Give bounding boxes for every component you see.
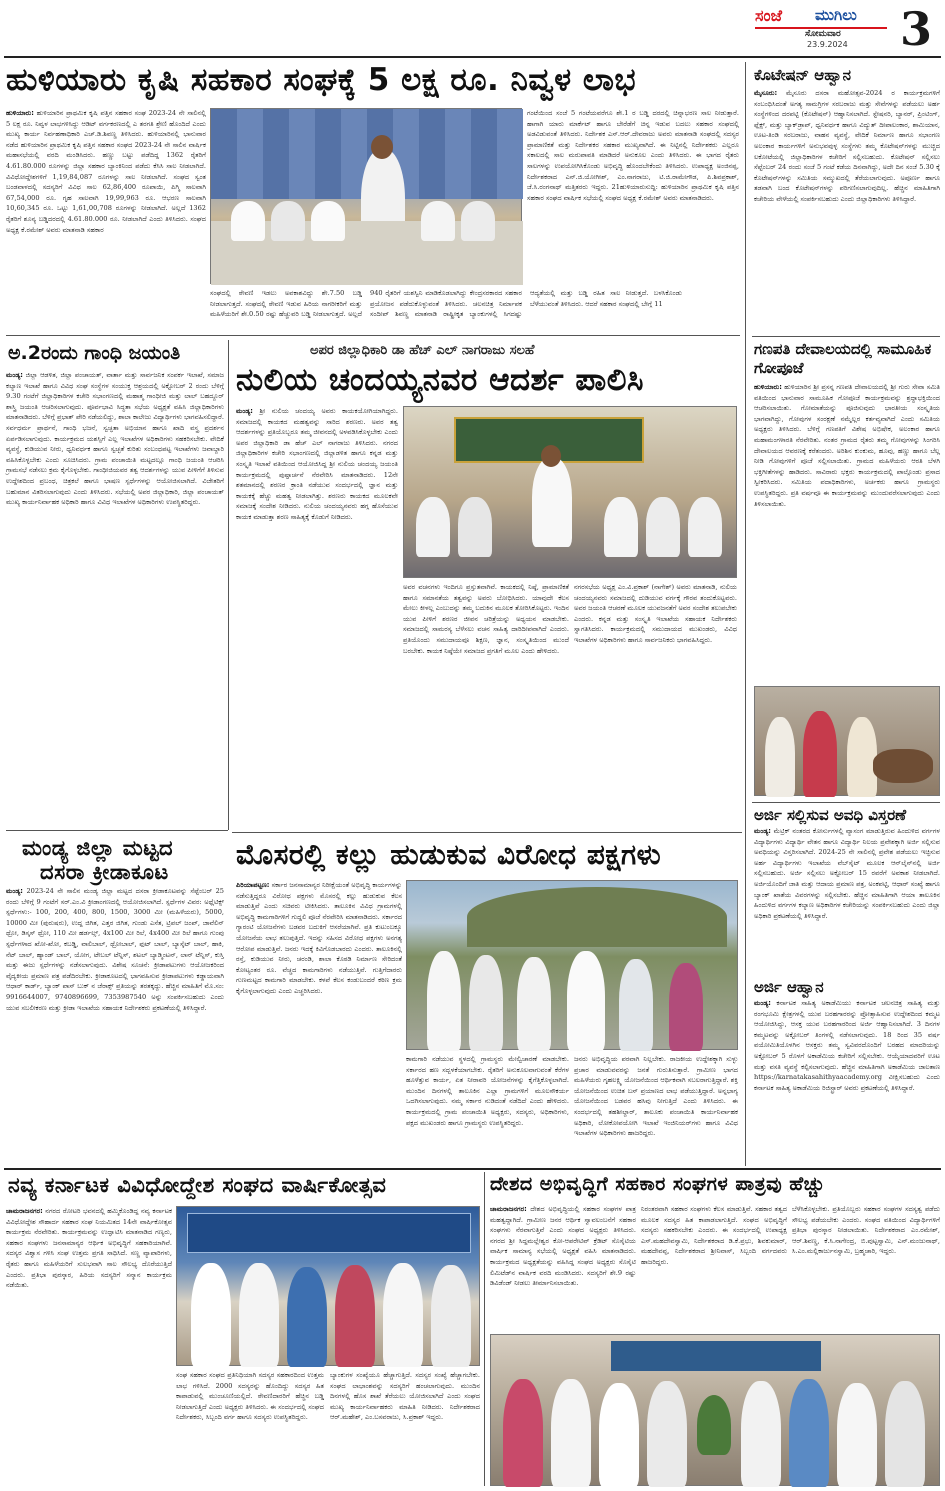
section-divider-2	[232, 832, 742, 833]
huliyar-body-col-3: ಗಂಟೆಯಿಂದ ಸಂಜೆ 5 ಗಂಟೆಯವರೆಗೂ ಶೇ.1 ರ ಬಡ್ಡಿ ದರದಲ್ಲಿ ಚಿನ್ನಾಭರಣ ಸಾಲ ನೀಡುತ್ತಾರೆ. ಹಾಗಾಗಿ ಯಾರು ಮಾರ್ಕೆಟ್ ಹಾಗೂ ಬೇರೆಡೆಗೆ ಚಿನ್ನ ಇಡುವ ಬದಲು ಸಹಕಾರ ಸಂಘದಲ್ಲಿ ಅಡವಿಡುವಂತೆ ತಿಳಿಸಿದರು. ನಿರ್ದೇಶಕ ಎಸ್.ಆರ್.ದೇವರಾಜು ಅವರು ಮಾತನಾಡಿ ಸಂಘದಲ್ಲಿ ಸದಸ್ಯರ ಪ್ರಾಮಾಣಿಕತೆ ಮತ್ತು ನಿರ್ದೇಶಕರ ಸಹಕಾರ ಮುಖ್ಯವಾಗಿದೆ. ಈ ನಿಟ್ಟಿನಲ್ಲಿ ನಿರ್ದೇಶಕರು ಎಲ್ಲರೂ ಸಕಾಲದಲ್ಲಿ ಸಾಲ ಮರುಪಾವತಿ ಮಾಡಿದರೆ ಅನುಕೂಲ ಎಂದು ತಿಳಿಸಿದರು. ಈ ಭಾಗದ ರೈತರು ಸಾಲಗಳನ್ನು ಉಪಯೋಗಿಸಿಕೊಂಡು ಅಭಿವೃದ್ಧಿ ಹೊಂದಬೇಕೆಂದು ತಿಳಿಸಿದರು. ಉಪಾಧ್ಯಕ್ಷ ಅಂಜಿನಪ್ಪ, ನಿರ್ದೇಶಕರಾದ ಎನ್.ಜಿ.ಯೋಗೀಶ್, ಎಂ.ನಾಗರಾಜು, ಟಿ.ಜಿ.ರಾಮೇಗೌಡ, ಪಿ.ಶಿವಪ್ರಕಾಶ್, ಜೆ.ಸಿ.ರಂಗನಾಥ್ ಮತ್ತಿತರರು ಇದ್ದರು. 21ಹುಳಿಯಾರುಸುದ್ದಿ: ಹುಳಿಯಾರಿನ ಪ್ರಾಥಮಿಕ ಕೃಷಿ ಪತ್ತಿನ ಸಹಕಾರ ಸಂಘದ ವಾರ್ಷಿಕ ಸಭೆಯಲ್ಲಿ ಸಂಘದ ಅಧ್ಯಕ್ಷ ಕೆ.ರಮೇಶ್ ಅವರು ಮಾತನಾಡಿದರು.	[527, 109, 739, 202]
ganapathi-dateline: ಹುಳಿಯಾರು:	[754, 383, 782, 391]
gandhi-body	[6, 370, 224, 824]
quotation-dateline: ಮೈಸೂರು:	[754, 89, 778, 97]
photo-guest-4	[421, 201, 455, 241]
photo-guest-1	[231, 201, 265, 241]
nuliya-text-1: ಶ್ರೀ ನುಲಿಯ ಚಂದಯ್ಯ ಅವರು ಕಾಯಕಯೋಗಿಯಾಗಿದ್ದರು. ಸಮಾಜದಲ್ಲಿ ಕಾಯಕದ ಮಹತ್ವವನ್ನು ಸಾರಿದ ಶರಣರು. ಅವರ ತತ್ವ ಆದರ್ಶಗಳನ್ನು ಪ್ರತಿಯೊಬ್ಬರೂ ತಮ್ಮ ಜೀವನದಲ್ಲಿ ಅಳವಡಿಸಿಕೊಳ್ಳಬೇಕು ಎಂದು ಅಪರ ಜಿಲ್ಲಾಧಿಕಾರಿ ಡಾ ಹೆಚ್ ಎಲ್ ನಾಗರಾಜು ತಿಳಿಸಿದರು. ನಗರದ ಜಿಲ್ಲಾಧಿಕಾರಿಗಳ ಕಚೇರಿ ಸಭಾಂಗಣದಲ್ಲಿ ಜಿಲ್ಲಾಡಳಿತ ಹಾಗೂ ಕನ್ನಡ ಮತ್ತು ಸಂಸ್ಕೃತಿ ಇಲಾಖೆ ವತಿಯಿಂದ ಆಯೋಜಿಸಿದ್ದ ಶ್ರೀ ನುಲಿಯ ಚಂದಯ್ಯ ಜಯಂತಿ ಕಾರ್ಯಕ್ರಮದಲ್ಲಿ ಪುಷ್ಪಾರ್ಚನೆ ನೆರವೇರಿಸಿ ಮಾತನಾಡಿದರು. 12ನೇ ಶತಮಾನದಲ್ಲಿ ಶರಣರ ಕ್ರಾಂತಿ ನಡೆಯುವ ಸಂದರ್ಭದಲ್ಲಿ ಜ್ಞಾನ ಮತ್ತು ಕಾಯಕಕ್ಕೆ ಹೆಚ್ಚು ಮಹತ್ವ ನೀಡಲಾಗಿತ್ತು. ಶರಣರು ಕಾಯಕದ ಮೂಲಕವೇ ಸಮಾಜಕ್ಕೆ ಸಂದೇಶ ನೀಡಿದರು. ನುಲಿಯ ಚಂದಯ್ಯನವರು ಹಗ್ಗ ಹೊಸೆಯುವ ಕಾಯಕ ಮಾಡುತ್ತಾ ಶರಣ ಸಾಹಿತ್ಯಕ್ಕೆ ಕೊಡುಗೆ ನೀಡಿದರು.	[236, 407, 398, 521]
photo-person-5	[619, 959, 653, 1051]
navya-event-photo	[176, 1206, 480, 1366]
quotation-headline: ಕೊಟೇಷನ್ ಆಹ್ವಾನ	[754, 66, 851, 84]
gandhi-dateline: ಮಂಡ್ಯ:	[6, 371, 23, 379]
nuliya-kicker: ಅಪರ ಜಿಲ್ಲಾಧಿಕಾರಿ ಡಾ ಹೆಚ್ ಎಲ್ ನಾಗರಾಜು ಸಲಹೆ	[310, 343, 535, 358]
nuliya-event-photo	[403, 406, 737, 578]
photo-guest-2	[551, 1379, 591, 1487]
photo-speaker	[532, 457, 572, 547]
photo-guest-2	[271, 201, 305, 241]
photo-event-banner	[187, 1213, 471, 1253]
brand-name-part-2: ಮುಗಿಲು	[815, 6, 857, 24]
navya-body-col-1	[6, 1206, 172, 1486]
nuliya-body-col-1	[236, 406, 398, 826]
dasara-body	[6, 886, 224, 1162]
right-column-divider	[745, 62, 746, 834]
brand-name-part-1: ಸಂಜೆ	[755, 6, 782, 25]
quotation-divider	[752, 336, 940, 337]
navya-body-col-2: ಸಂಘ ಸಹಕಾರ ಸಂಘದ ಪ್ರತಿನಿಧಿಯಾಗಿ ಸದಸ್ಯರ ಸಹಕಾರದಿಂದ ಉತ್ತಮ ಲಾಭ ಗಳಿಸಿದೆ. 2000 ಸದಸ್ಯರನ್ನು ಹೊಂದಿದ್ದು ಸದಸ್ಯರ ಹಿತ ಕಾಪಾಡುವಲ್ಲಿ ಮುಂಚೂಣಿಯಲ್ಲಿದೆ. ಠೇವಣಿದಾರರಿಗೆ ಹೆಚ್ಚಿನ ಬಡ್ಡಿ ನೀಡಲಾಗುತ್ತಿದೆ ಎಂದು ಅಧ್ಯಕ್ಷರು ತಿಳಿಸಿದರು. ಈ ಸಂದರ್ಭದಲ್ಲಿ ಸಂಘದ ನಿರ್ದೇಶಕರು, ಸಿಬ್ಬಂದಿ ವರ್ಗ ಹಾಗೂ ಸದಸ್ಯರು ಉಪಸ್ಥಿತರಿದ್ದರು.	[176, 1371, 324, 1422]
photo-devotee-2	[803, 711, 837, 797]
arji-ahvana-dateline: ಮಂಡ್ಯ:	[754, 999, 771, 1007]
page-number: 3	[900, 2, 933, 56]
arji-ahvana-body	[754, 998, 940, 1162]
photo-guest-3	[599, 1383, 639, 1487]
photo-person-3	[517, 957, 551, 1051]
huliyar-dateline: ಹುಳಿಯಾರು:	[6, 109, 34, 117]
photo-person-1	[427, 951, 461, 1051]
photo-guest-5	[461, 201, 495, 241]
arji-vistharane-body	[754, 826, 940, 976]
huliyar-text-1: ಹುಳಿಯಾರಿನ ಪ್ರಾಥಮಿಕ ಕೃಷಿ ಪತ್ತಿನ ಸಹಕಾರ ಸಂಘ 2023-24 ನೇ ಸಾಲಿನಲ್ಲಿ 5 ಲಕ್ಷ ರೂ. ನಿವ್ವಳ ಲಾಭಗಳಿಸಿದ್ದು ಆಡಿಟ್ ವರ್ಗಕರಣದಲ್ಲಿ ಎ ತರಗತಿ ಶ್ರೇಣಿ ಹೊಂದಿದೆ ಎಂದು ಮುಖ್ಯ ಕಾರ್ಯ ನಿರ್ವಹಣಾಧಿಕಾರಿ ಎಚ್.ಡಿ.ಶಿವಣ್ಣ ತಿಳಿಸಿದರು. ಹುಳಿಯಾರಿನಲ್ಲಿ ಭಾನುವಾರ ನಡೆದ ಹುಳಿಯಾರಿನ ಪ್ರಾಥಮಿಕ ಕೃಷಿ ಪತ್ತಿನ ಸಹಕಾರ ಸಂಘದ 2023-24 ನೇ ಸಾಲಿನ ವಾರ್ಷಿಕ ಮಹಾಸಭೆಯಲ್ಲಿ ವರದಿ ಮಂಡಿಸಿದರು. ಹಣ್ಣು ಬಟ್ಟು ಪಡೆದಿದ್ದ 1362 ರೈತರಿಗೆ 4.61.80.000 ರೂಗಳನ್ನು ಜಿಲ್ಲಾ ಸಹಕಾರ ಬ್ಯಾಂಕಿನಿಂದ ಪಡೆದು ಕೆಸಿಸಿ ಸಾಲ ನೀಡಲಾಗಿದೆ. ವಿವಿಧೋದ್ದೇಶಗಳಿಗೆ 1,19,84,087 ರೂಗಳನ್ನು ಸಾಲ ನೀಡಲಾಗಿದೆ. ಸಂಘದ ಸ್ವಂತ ಬಂಡವಾಳದಲ್ಲಿ ಸದಸ್ಯರಿಗೆ ವಿವಿಧ ಸಾಲ 62,86,400 ರೂಪಾಯಿ, ಪಿಗ್ಮಿ ಸಾಲವಾಗಿ 67,54,000 ರೂ. ಗೃಹ ಸಾಲವಾಗಿ 19,99,963 ರೂ. ಆಭರಣ ಸಾಲವಾಗಿ 10,60,345 ರೂ. ಒಟ್ಟು 1,61,00,708 ರೂಗಳನ್ನು ನೀಡಲಾಗಿದೆ. ಅಲ್ಲದೆ 1362 ರೈತರಿಗೆ ಶೂನ್ಯ ಬಡ್ಡಿದರದಲ್ಲಿ 4.61.80.000 ರೂ. ನೀಡಲಾಗಿದೆ ಎಂದು ತಿಳಿಸಿದರು. ಸಂಘದ ಅಧ್ಯಕ್ಷ ಕೆ.ರಮೇಶ್ ಅವರು ಮಾತನಾಡಿ ಸಹಕಾರ	[6, 109, 206, 234]
gandhi-column-divider	[228, 340, 229, 830]
huliyar-meeting-photo	[210, 108, 522, 284]
dasara-text: 2023-24 ನೇ ಸಾಲಿನ ಮಂಡ್ಯ ಜಿಲ್ಲಾ ಮಟ್ಟದ ದಸರಾ ಕ್ರೀಡಾಕೂಟವನ್ನು ಸೆಪ್ಟೆಂಬರ್ 25 ರಂದು ಬೆಳಿಗ್ಗೆ 9 ಗಂಟೆಗೆ ಸರ್.ಎಂ.ವಿ ಕ್ರೀಡಾಂಗಣದಲ್ಲಿ ಆಯೋಜಿಸಲಾಗಿದೆ. ಸ್ಪರ್ಧೆಗಳ ವಿವರ: ಅಥ್ಲೆಟಿಕ್ಸ್ ಸ್ಪರ್ಧೆಗಳು:- 100, 200, 400, 800, 1500, 3000 ಮೀ (ಮಹಿಳೆಯರು), 5000, 10000 ಮೀ (ಪುರುಷರು), ಉದ್ದ ಜಿಗಿತ, ಎತ್ತರ ಜಿಗಿತ, ಗುಂಡು ಎಸೆತ, ಟ್ರಿಪಲ್ ಜಂಪ್, ಜಾವೆಲಿನ್ ಥ್ರೋ, ಡಿಸ್ಕಸ್ ಥ್ರೋ, 110 ಮೀ ಹರ್ಡಲ್ಸ್, 4x100 ಮೀ ರಿಲೆ, 4x400 ಮೀ ರಿಲೆ ಹಾಗೂ ಗುಂಪು ಸ್ಪರ್ಧೆಗಳಾದ ಖೋ-ಖೋ, ಕಬಡ್ಡಿ, ವಾಲಿಬಾಲ್, ಥ್ರೋಬಾಲ್, ಫುಟ್ ಬಾಲ್, ಬ್ಯಾಸ್ಕೆಟ್ ಬಾಲ್, ಹಾಕಿ, ನೆಟ್ ಬಾಲ್, ಹ್ಯಾಂಡ್ ಬಾಲ್, ಯೋಗ, ಟೇಬಲ್ ಟೆನ್ನಿಸ್, ಶಟಲ್ ಬ್ಯಾಡ್ಮಿಂಟನ್, ಲಾನ್ ಟೆನ್ನಿಸ್, ಕುಸ್ತಿ ಮತ್ತು ಈಜು ಸ್ಪರ್ಧೆಗಳನ್ನು ನಡೆಸಲಾಗುವುದು. ವಿಶೇಷ ಸೂಚನೆ: ಕ್ರೀಡಾಪಟುಗಳು ಆಯೋಜಕರಿಂದ ವೈದ್ಯಕೀಯ ಪ್ರಮಾಣ ಪತ್ರ ಪಡೆದಿರಬೇಕು. ಕ್ರೀಡಾಕೂಟದಲ್ಲಿ ಭಾಗವಹಿಸುವ ಕ್ರೀಡಾಪಟುಗಳು ಕಡ್ಡಾಯವಾಗಿ ಆಧಾರ್ ಕಾರ್ಡ್, ಬ್ಯಾಂಕ್ ಪಾಸ್ ಬುಕ್ ನ ಜೆರಾಕ್ಸ್ ಪ್ರತಿಯನ್ನು ತರತಕ್ಕದ್ದು. ಹೆಚ್ಚಿನ ಮಾಹಿತಿಗೆ ಮೊ.ಸಂ: 9916644007, 9740896699, 7353987540 ಅನ್ನು ಸಂಪರ್ಕಿಸಬಹುದು ಎಂದು ಯುವ ಸಬಲೀಕರಣ ಮತ್ತು ಕ್ರೀಡಾ ಇಲಾಖೆಯ ಸಹಾಯಕ ನಿರ್ದೇಶಕರು ಪ್ರಕಟಣೆಯಲ್ಲಿ ತಿಳಿಸಿದ್ದಾರೆ.	[6, 887, 224, 1012]
section-divider-3	[4, 1168, 941, 1170]
photo-speaker-head	[541, 445, 561, 467]
mosaralli-text-1: ಸರ್ಕಾರ ಜನಸಾಮಾನ್ಯರ ನಿರೀಕ್ಷೆಯಂತೆ ಅಭಿವೃದ್ಧಿ ಕಾರ್ಯಗಳನ್ನು ನಡೆಸುತ್ತಿದ್ದರೂ ವಿರೋಧ ಪಕ್ಷಗಳು ಮೊಸರಲ್ಲಿ ಕಲ್ಲು ಹುಡುಕುವ ಕೆಲಸ ಮಾಡುತ್ತಿವೆ ಎಂದು ಸಚಿವರು ಟೀಕಿಸಿದರು. ತಾಲೂಕಿನ ವಿವಿಧ ಗ್ರಾಮಗಳಲ್ಲಿ ಅಭಿವೃದ್ಧಿ ಕಾಮಗಾರಿಗಳಿಗೆ ಗುದ್ದಲಿ ಪೂಜೆ ನೆರವೇರಿಸಿ ಮಾತನಾಡಿದರು. ಸರ್ಕಾರದ ಗ್ಯಾರಂಟಿ ಯೋಜನೆಗಳು ಬಡವರ ಬದುಕಿಗೆ ಆಸರೆಯಾಗಿವೆ. ಪ್ರತಿ ಕುಟುಂಬಕ್ಕೂ ಯೋಜನೆಯ ಲಾಭ ತಲುಪುತ್ತಿದೆ. ಇದನ್ನು ಸಹಿಸದ ವಿರೋಧ ಪಕ್ಷಗಳು ಅನಗತ್ಯ ಆರೋಪ ಮಾಡುತ್ತಿವೆ. ಜನರು ಇದಕ್ಕೆ ಕಿವಿಗೊಡಬಾರದು ಎಂದರು. ತಾಲೂಕಿನಲ್ಲಿ ರಸ್ತೆ, ಕುಡಿಯುವ ನೀರು, ಚರಂಡಿ, ಶಾಲಾ ಕೊಠಡಿ ನಿರ್ಮಾಣ ಸೇರಿದಂತೆ ಕೋಟ್ಯಂತರ ರೂ. ವೆಚ್ಚದ ಕಾಮಗಾರಿಗಳು ನಡೆಯುತ್ತಿವೆ. ಗುತ್ತಿಗೆದಾರರು ಗುಣಮಟ್ಟದ ಕಾಮಗಾರಿ ಮಾಡಬೇಕು. ಕಳಪೆ ಕೆಲಸ ಕಂಡುಬಂದರೆ ಕಠಿಣ ಕ್ರಮ ಕೈಗೊಳ್ಳಲಾಗುವುದು ಎಂದು ಎಚ್ಚರಿಸಿದರು.	[236, 881, 402, 995]
arji-ahvana-text: ಕರ್ನಾಟಕ ಸಾಹಿತ್ಯ ಅಕಾಡೆಮಿಯು ಕರ್ನಾಟಕ ಚಲನಚಿತ್ರ ಸಾಹಿತ್ಯ ಮತ್ತು ರಂಗಭೂಮಿ ಕ್ಷೇತ್ರಗಳಲ್ಲಿ ಯುವ ಬರಹಗಾರರನ್ನು ಪ್ರೋತ್ಸಾಹಿಸುವ ಉದ್ದೇಶದಿಂದ ಕಮ್ಮಟ ಆಯೋಜಿಸಿದ್ದು, ಆಸಕ್ತ ಯುವ ಬರಹಗಾರರಿಂದ ಅರ್ಜಿ ಆಹ್ವಾನಿಸಲಾಗಿದೆ. 3 ದಿನಗಳ ಕಮ್ಮಟವನ್ನು ಅಕ್ಟೋಬರ್ ತಿಂಗಳಲ್ಲಿ ನಡೆಸಲಾಗುವುದು. 18 ರಿಂದ 35 ವರ್ಷ ವಯೋಮಿತಿಯೊಳಗಿನ ಆಸಕ್ತರು ತಮ್ಮ ಸ್ವವಿವರದೊಂದಿಗೆ ಬರಹದ ಮಾದರಿಯನ್ನು ಅಕ್ಟೋಬರ್ 5 ರೊಳಗೆ ಅಕಾಡೆಮಿಯ ಕಚೇರಿಗೆ ಸಲ್ಲಿಸಬೇಕು. ಆಯ್ಕೆಯಾದವರಿಗೆ ಊಟ ಮತ್ತು ವಸತಿ ವ್ಯವಸ್ಥೆ ಕಲ್ಪಿಸಲಾಗುವುದು. ಹೆಚ್ಚಿನ ಮಾಹಿತಿಗಾಗಿ ಅಕಾಡೆಮಿಯ ಜಾಲತಾಣ https://karnatakasahithyaacademy.org ವೀಕ್ಷಿಸಬಹುದು ಎಂದು ಕರ್ನಾಟಕ ಸಾಹಿತ್ಯ ಅಕಾಡೆಮಿಯ ರಿಜಿಸ್ಟ್ರಾರ್ ಅವರು ಪ್ರಕಟಣೆಯಲ್ಲಿ ತಿಳಿಸಿದ್ದಾರೆ.	[754, 999, 940, 1092]
navya-dateline: ಚಾಮರಾಜನಗರ:	[6, 1207, 43, 1215]
dasara-headline-line-1: ಮಂಡ್ಯ ಜಿಲ್ಲಾ ಮಟ್ಟದ	[22, 836, 174, 860]
masthead-divider	[4, 56, 941, 58]
photo-guest-6	[789, 1379, 829, 1487]
gandhi-text: ಜಿಲ್ಲಾ ಆಡಳಿತ, ಜಿಲ್ಲಾ ಪಂಚಾಯತ್, ವಾರ್ತಾ ಮತ್ತು ಸಾರ್ವಜನಿಕ ಸಂಪರ್ಕ ಇಲಾಖೆ, ಸಮಾಜ ಕಲ್ಯಾಣ ಇಲಾಖೆ ಹಾಗೂ ವಿವಿಧ ಸಂಘ ಸಂಸ್ಥೆಗಳ ಸಂಯುಕ್ತ ಆಶ್ರಯದಲ್ಲಿ ಅಕ್ಟೋಬರ್ 2 ರಂದು ಬೆಳಿಗ್ಗೆ 9.30 ಗಂಟೆಗೆ ಜಿಲ್ಲಾಧಿಕಾರಿಗಳ ಕಚೇರಿ ಸಭಾಂಗಣದಲ್ಲಿ ಮಹಾತ್ಮ ಗಾಂಧೀಜಿ ಮತ್ತು ಲಾಲ್ ಬಹದ್ದೂರ್ ಶಾಸ್ತ್ರಿ ಜಯಂತಿ ಆಚರಿಸಲಾಗುವುದು. ಪೂರ್ವಭಾವಿ ಸಿದ್ಧತಾ ಸಭೆಯ ಅಧ್ಯಕ್ಷತೆ ವಹಿಸಿ ಜಿಲ್ಲಾಧಿಕಾರಿಗಳು ಮಾತನಾಡಿದರು. ಬೆಳಿಗ್ಗೆ ಪ್ರಭಾತ್ ಪೇರಿ ನಡೆಯಲಿದ್ದು, ಶಾಲಾ ಕಾಲೇಜು ವಿದ್ಯಾರ್ಥಿಗಳು ಭಾಗವಹಿಸಲಿದ್ದಾರೆ. ಸರ್ವಧರ್ಮ ಪ್ರಾರ್ಥನೆ, ಗಾಂಧಿ ಭಜನೆ, ಸ್ವಚ್ಛತಾ ಅಭಿಯಾನ ಹಾಗೂ ಖಾದಿ ವಸ್ತ್ರ ಪ್ರದರ್ಶನ ಏರ್ಪಡಿಸಲಾಗುವುದು. ಕಾರ್ಯಕ್ರಮದ ಯಶಸ್ಸಿಗೆ ಎಲ್ಲ ಇಲಾಖೆಗಳ ಅಧಿಕಾರಿಗಳು ಸಹಕರಿಸಬೇಕು. ವೇದಿಕೆ ವ್ಯವಸ್ಥೆ, ಕುಡಿಯುವ ನೀರು, ಧ್ವನಿವರ್ಧಕ ಹಾಗೂ ಸ್ವಚ್ಛತೆ ಕುರಿತು ಸಂಬಂಧಪಟ್ಟ ಇಲಾಖೆಗಳು ಜವಾಬ್ದಾರಿ ವಹಿಸಿಕೊಳ್ಳಬೇಕು ಎಂದು ಸೂಚಿಸಿದರು. ಗ್ರಾಮ ಪಂಚಾಯಿತಿ ಮಟ್ಟದಲ್ಲೂ ಗಾಂಧಿ ಜಯಂತಿ ಆಚರಿಸಿ ಗ್ರಾಮಸಭೆ ನಡೆಸಲು ಕ್ರಮ ಕೈಗೊಳ್ಳಬೇಕು. ಗಾಂಧೀಜಿಯವರ ತತ್ವ ಆದರ್ಶಗಳನ್ನು ಯುವ ಪೀಳಿಗೆಗೆ ತಿಳಿಸುವ ಉದ್ದೇಶದಿಂದ ಪ್ರಬಂಧ, ಚಿತ್ರಕಲೆ ಹಾಗೂ ಭಾಷಣ ಸ್ಪರ್ಧೆಗಳನ್ನು ಆಯೋಜಿಸಲಾಗಿದೆ. ವಿಜೇತರಿಗೆ ಬಹುಮಾನ ವಿತರಿಸಲಾಗುವುದು ಎಂದು ತಿಳಿಸಿದರು. ಸಭೆಯಲ್ಲಿ ಅಪರ ಜಿಲ್ಲಾಧಿಕಾರಿ, ಜಿಲ್ಲಾ ಪಂಚಾಯತ್ ಮುಖ್ಯ ಕಾರ್ಯನಿರ್ವಾಹಕ ಅಧಿಕಾರಿ ಹಾಗೂ ವಿವಿಧ ಇಲಾಖೆಗಳ ಅಧಿಕಾರಿಗಳು ಉಪಸ್ಥಿತರಿದ್ದರು.	[6, 371, 224, 507]
huliyar-body-col-2: ಸಂಘದಲ್ಲಿ ಠೇವಣಿ ಇಡಲು ಅವಕಾಶವಿದ್ದು ಶೇ.7.50 ಬಡ್ಡಿ ನೀಡಲಾಗುತ್ತದೆ. ಸಂಘದಲ್ಲಿ ಠೇವಣಿ ಇಡುವ ಹಿರಿಯ ನಾಗರೀಕರಿಗೆ ಮತ್ತು ಮಹಿಳೆಯರಿಗೆ ಶೇ.0.50 ರಷ್ಟು ಹೆಚ್ಚುವರಿ ಬಡ್ಡಿ ನೀಡಲಾಗುತ್ತದೆ. ಅಲ್ಲದೆ 940 ರೈತರಿಗೆ ಯಶಸ್ವಿನಿ ಮಾಡಿಕೊಡಲಾಗಿದ್ದು ಕೇಂದ್ರಸರಕಾರದ ಸಹಕಾರ ಪ್ರಯೋಜನ ಪಡೆದುಕೊಳ್ಳುವಂತೆ ತಿಳಿಸಿದರು. ಚಲನಚಿತ್ರ ನಿರ್ಮಾಪಕ ಸಂದೀಪ್ ಶಿವಣ್ಣ ಮಾತನಾಡಿ ರಾಷ್ಟ್ರೀಕೃತ ಬ್ಯಾಂಕುಗಳಲ್ಲಿ ಸಿಗದಷ್ಟು ಆದ್ಯತೆಯಲ್ಲಿ ಮತ್ತು ಬಡ್ಡಿ ರಹಿತ ಸಾಲ ನೀಡುತ್ತದೆ. ಬಳಸಿಕೊಂಡು ಬೆಳೆಯುವಂತೆ ತಿಳಿಸಿದರು. ಆದರೆ ಸಹಕಾರ ಸಂಘದಲ್ಲಿ ಬೇಗ್ಗೆ 11	[210, 289, 682, 319]
photo-devotee-3	[847, 717, 877, 797]
photo-guest-5	[688, 497, 722, 557]
photo-guest-3	[311, 201, 345, 241]
photo-event-banner	[611, 1341, 821, 1371]
deshada-body-col-2: ನಿರಂತರವಾಗಿ ಸಹಕಾರ ಸಂಘಗಳು ಕೆಲಸ ಮಾಡುತ್ತಿವೆ. ಸಹಕಾರ ತತ್ವದ ಮೂಲಕ ಸದಸ್ಯರ ಹಿತ ಕಾಪಾಡಲಾಗುತ್ತಿದೆ. ಸಂಘದ ಅಭಿವೃದ್ಧಿಗೆ ಸದಸ್ಯರು ಸಹಕರಿಸಬೇಕು ಎಂದರು. ಈ ಸಂದರ್ಭದಲ್ಲಿ ಉಪಾಧ್ಯಕ್ಷ ಎಸ್.ಮಹದೇವಸ್ವಾಮಿ, ನಿರ್ದೇಶಕರಾದ ಡಿ.ಕೆ.ಪ್ರಭು, ಶಿವಕುಮಾರ್, ಮಹದೇವಪ್ಪ, ನಿರ್ದೇಶಕರಾದ ಶ್ರೀನಿವಾಸ್, ಸಿಬ್ಬಂದಿ ವರ್ಗದವರು ಹಾಜರಿದ್ದರು.	[641, 1205, 787, 1266]
photo-guest-4	[646, 497, 680, 557]
arji-vistharane-dateline: ಮಂಡ್ಯ:	[754, 827, 771, 835]
mosaralli-body-col-1	[236, 880, 402, 1162]
mosaralli-body-col-2: ಕಾಮಗಾರಿ ನಡೆಯುವ ಸ್ಥಳದಲ್ಲಿ ಗ್ರಾಮಸ್ಥರು ಮೇಲ್ವಿಚಾರಣೆ ಮಾಡಬೇಕು. ಸರ್ಕಾರದ ಹಣ ಸದ್ಬಳಕೆಯಾಗಬೇಕು. ರೈತರಿಗೆ ಅನುಕೂಲವಾಗುವಂತೆ ಕೆರೆಗಳ ಹೂಳೆತ್ತುವ ಕಾರ್ಯ, ಏತ ನೀರಾವರಿ ಯೋಜನೆಗಳನ್ನು ಕೈಗೆತ್ತಿಕೊಳ್ಳಲಾಗಿದೆ. ಮುಂದಿನ ದಿನಗಳಲ್ಲಿ ತಾಲೂಕಿನ ಎಲ್ಲಾ ಗ್ರಾಮಗಳಿಗೆ ಮೂಲಸೌಕರ್ಯ ಒದಗಿಸಲಾಗುವುದು. ನಮ್ಮ ಸರ್ಕಾರ ನುಡಿದಂತೆ ನಡೆದಿದೆ ಎಂದು ಹೇಳಿದರು. ಕಾರ್ಯಕ್ರಮದಲ್ಲಿ ಗ್ರಾಮ ಪಂಚಾಯಿತಿ ಅಧ್ಯಕ್ಷರು, ಸದಸ್ಯರು, ಅಧಿಕಾರಿಗಳು, ಪಕ್ಷದ ಮುಖಂಡರು ಹಾಗೂ ಗ್ರಾಮಸ್ಥರು ಉಪಸ್ಥಿತರಿದ್ದರು.	[406, 1055, 569, 1127]
photo-guest-1	[191, 1263, 231, 1367]
photo-guest-5	[741, 1381, 781, 1487]
navya-body-col-3: ಬ್ಯಾಂಕುಗಳ ಸಂಖ್ಯೆಯೂ ಹೆಚ್ಚಾಗುತ್ತಿದೆ. ಸದಸ್ಯರ ಸಂಖ್ಯೆ ಹೆಚ್ಚಾಗಬೇಕು. ಸಂಘದ ಲಾಭಾಂಶವನ್ನು ಸದಸ್ಯರಿಗೆ ಹಂಚಲಾಗುವುದು. ಮುಂದಿನ ದಿನಗಳಲ್ಲಿ ಹೊಸ ಶಾಖೆ ತೆರೆಯಲು ಯೋಜಿಸಲಾಗಿದೆ ಎಂದು ಸಂಘದ ಮುಖ್ಯ ಕಾರ್ಯನಿರ್ವಾಹಕರು ಮಾಹಿತಿ ನೀಡಿದರು. ನಿರ್ದೇಶಕರಾದ ಆರ್.ಮಹೇಶ್, ಎಂ.ಬಸವರಾಜು, ಸಿ.ಪ್ರಕಾಶ್ ಇದ್ದರು.	[330, 1371, 480, 1422]
huliyar-body-col-1	[6, 108, 206, 330]
photo-guest-1	[503, 1379, 543, 1487]
right-column-divider-lower	[745, 806, 746, 1166]
newspaper-brand	[755, 6, 890, 49]
section-divider-1	[6, 335, 740, 336]
navya-headline: ನವ್ಯ ಕರ್ನಾಟಕ ವಿವಿಧೋದ್ದೇಶ ಸಂಘದ ವಾರ್ಷಿಕೋತ್ಸವ	[8, 1173, 387, 1197]
ganapathi-headline: ಗಣಪತಿ ದೇವಾಲಯದಲ್ಲಿ ಸಾಮೂಹಿಕ ಗೋಪೂಜೆ	[754, 340, 932, 377]
photo-guest-7	[837, 1383, 877, 1487]
photo-guest-3	[604, 497, 638, 557]
huliyar-headline: ಹುಳಿಯಾರು ಕೃಷಿ ಸಹಕಾರ ಸಂಘಕ್ಕೆ 5 ಲಕ್ಷ ರೂ. ನಿವ್ವಳ ಲಾಭ	[6, 62, 637, 98]
mosaralli-event-photo	[406, 880, 738, 1050]
mosaralli-headline: ಮೊಸರಲ್ಲಿ ಕಲ್ಲು ಹುಡುಕುವ ವಿರೋಧ ಪಕ್ಷಗಳು	[236, 838, 662, 871]
arji-ahvana-headline: ಅರ್ಜಿ ಆಹ್ವಾನ	[754, 978, 824, 996]
photo-speaker-head	[371, 135, 393, 159]
photo-person-6	[669, 963, 703, 1051]
photo-guest-4	[647, 1381, 687, 1487]
issue-date: 23.9.2024	[807, 40, 848, 49]
photo-guest-3	[287, 1267, 327, 1367]
nuliya-dateline: ಮಂಡ್ಯ:	[236, 407, 253, 415]
deshada-headline: ದೇಶದ ಅಭಿವೃದ್ಧಿಗೆ ಸಹಕಾರ ಸಂಘಗಳ ಪಾತ್ರವು ಹೆಚ್ಚು	[490, 1173, 826, 1195]
gandhi-bottom-divider	[6, 830, 228, 831]
photo-guest-2	[458, 497, 492, 557]
masthead	[0, 0, 945, 56]
photo-guest-6	[431, 1265, 471, 1367]
arji-vistharane-text: ಮೆಟ್ರಿಕ್ ನಂತರದ ಕೋರ್ಸುಗಳಲ್ಲಿ ವ್ಯಾಸಂಗ ಮಾಡುತ್ತಿರುವ ಹಿಂದುಳಿದ ವರ್ಗಗಳ ವಿದ್ಯಾರ್ಥಿಗಳು ವಿದ್ಯಾರ್ಥಿ ವೇತನ ಹಾಗೂ ವಿದ್ಯಾರ್ಥಿ ನಿಲಯ ಪ್ರವೇಶಕ್ಕಾಗಿ ಅರ್ಜಿ ಸಲ್ಲಿಸುವ ಅವಧಿಯನ್ನು ವಿಸ್ತರಿಸಲಾಗಿದೆ. 2024-25 ನೇ ಸಾಲಿನಲ್ಲಿ ಪ್ರವೇಶ ಪಡೆಯಲು ಇಚ್ಛಿಸುವ ಅರ್ಹ ವಿದ್ಯಾರ್ಥಿಗಳು ಇಲಾಖೆಯ ವೆಬ್‌ಸೈಟ್ ಮೂಲಕ ಆನ್‌ಲೈನ್‌ನಲ್ಲಿ ಅರ್ಜಿ ಸಲ್ಲಿಸಬಹುದು. ಅರ್ಜಿ ಸಲ್ಲಿಸಲು ಅಕ್ಟೋಬರ್ 15 ರವರೆಗೆ ಅವಕಾಶ ನೀಡಲಾಗಿದೆ. ಅರ್ಜಿಯೊಂದಿಗೆ ಜಾತಿ ಮತ್ತು ಆದಾಯ ಪ್ರಮಾಣ ಪತ್ರ, ಅಂಕಪಟ್ಟಿ, ಆಧಾರ್ ಸಂಖ್ಯೆ ಹಾಗೂ ಬ್ಯಾಂಕ್ ಖಾತೆಯ ವಿವರಗಳನ್ನು ಸಲ್ಲಿಸಬೇಕು. ಹೆಚ್ಚಿನ ಮಾಹಿತಿಗಾಗಿ ಆಯಾ ತಾಲೂಕಿನ ಹಿಂದುಳಿದ ವರ್ಗಗಳ ಕಲ್ಯಾಣ ಅಧಿಕಾರಿಗಳ ಕಚೇರಿಯನ್ನು ಸಂಪರ್ಕಿಸಬಹುದು ಎಂದು ಜಿಲ್ಲಾ ಅಧಿಕಾರಿ ಪ್ರಕಟಣೆಯಲ್ಲಿ ತಿಳಿಸಿದ್ದಾರೆ.	[754, 827, 940, 920]
dasara-headline-line-2: ದಸರಾ ಕ್ರೀಡಾಕೂಟ	[40, 860, 169, 884]
ganapathi-body	[754, 382, 940, 682]
bottom-column-divider	[484, 1172, 485, 1486]
quotation-text: ಮೈಸೂರು ದಸರಾ ಮಹೋತ್ಸವ-2024 ರ ಕಾರ್ಯಕ್ರಮಗಳಿಗೆ ಸಂಬಂಧಿಸಿದಂತೆ ಅಗತ್ಯ ಸಾಮಗ್ರಿಗಳ ಸರಬರಾಜು ಮತ್ತು ಸೇವೆಗಳನ್ನು ಪಡೆಯಲು ಅರ್ಹ ಸಂಸ್ಥೆಗಳಿಂದ ದರಪಟ್ಟಿ (ಕೊಟೇಷನ್) ಆಹ್ವಾನಿಸಲಾಗಿದೆ. ಸ್ಟೇಷನರಿ, ಬ್ಯಾನರ್, ಪ್ರಿಂಟಿಂಗ್, ಫ್ಲೆಕ್ಸ್, ಮತ್ತು ಬ್ಯಾಕ್‌ಡ್ರಾಪ್, ಧ್ವನಿವರ್ಧಕ ಹಾಗೂ ವಿದ್ಯುತ್ ದೀಪಾಲಂಕಾರ, ಶಾಮಿಯಾನ, ಊಟ-ತಿಂಡಿ ಸರಬರಾಜು, ವಾಹನ ವ್ಯವಸ್ಥೆ, ವೇದಿಕೆ ನಿರ್ಮಾಣ ಹಾಗೂ ಸಭಾಂಗಣ ಅಲಂಕಾರ ಕಾರ್ಯಗಳಿಗೆ ಅನುಭವವುಳ್ಳ ಸಂಸ್ಥೆಗಳು ತಮ್ಮ ಕೊಟೇಷನ್‌ಗಳನ್ನು ಮುಚ್ಚಿದ ಲಕೋಟೆಯಲ್ಲಿ ಜಿಲ್ಲಾಧಿಕಾರಿಗಳ ಕಚೇರಿಗೆ ಸಲ್ಲಿಸಬಹುದು. ಕೊಟೇಷನ್ ಸಲ್ಲಿಸಲು ಸೆಪ್ಟೆಂಬರ್ 24 ರಂದು ಸಂಜೆ 5 ಗಂಟೆ ಕಡೆಯ ದಿನವಾಗಿದ್ದು, ಅದೇ ದಿನ ಸಂಜೆ 5.30 ಕ್ಕೆ ಕೊಟೇಷನ್‌ಗಳನ್ನು ಸಮಿತಿಯ ಸಮ್ಮುಖದಲ್ಲಿ ತೆರೆಯಲಾಗುವುದು. ಅಪೂರ್ಣ ಹಾಗೂ ತಡವಾಗಿ ಬಂದ ಕೊಟೇಷನ್‌ಗಳನ್ನು ಪರಿಗಣಿಸಲಾಗುವುದಿಲ್ಲ. ಹೆಚ್ಚಿನ ಮಾಹಿತಿಗಾಗಿ ಕಚೇರಿಯ ವೇಳೆಯಲ್ಲಿ ಸಂಪರ್ಕಿಸಬಹುದು ಎಂದು ಜಿಲ್ಲಾಧಿಕಾರಿಗಳು ತಿಳಿಸಿದ್ದಾರೆ.	[754, 89, 940, 203]
deshada-dateline: ಚಾಮರಾಜನಗರ:	[490, 1205, 527, 1213]
issue-day: ಸೋಮವಾರ	[805, 29, 841, 39]
deshada-body-col-1	[490, 1204, 636, 1330]
photo-plant	[697, 1395, 731, 1455]
deshada-text-1: ದೇಶದ ಅಭಿವೃದ್ಧಿಯಲ್ಲಿ ಸಹಕಾರ ಸಂಘಗಳ ಪಾತ್ರ ಮಹತ್ವದ್ದಾಗಿದೆ. ಗ್ರಾಮೀಣ ಜನರ ಆರ್ಥಿಕ ಸ್ವಾವಲಂಬನೆಗೆ ಸಹಕಾರ ಸಂಘಗಳು ನೆರವಾಗುತ್ತಿವೆ ಎಂದು ಸಂಘದ ಅಧ್ಯಕ್ಷರು ತಿಳಿಸಿದರು. ನಗರದ ಶ್ರೀ ಸಿದ್ದಮಲ್ಲೇಶ್ವರ ಕೋ-ಆಪರೇಟಿವ್ ಕ್ರೆಡಿಟ್ ಸೊಸೈಟಿಯ ವಾರ್ಷಿಕ ಸಾಮಾನ್ಯ ಸಭೆಯಲ್ಲಿ ಅಧ್ಯಕ್ಷತೆ ವಹಿಸಿ ಮಾತನಾಡಿದರು. ಕಾರ್ಯಕ್ರಮದ ಅಧ್ಯಕ್ಷತೆಯನ್ನು ವಹಿಸಿದ್ದ ಸಂಘದ ಅಧ್ಯಕ್ಷರು ಸೊಸೈಟಿ ಲಿಮಿಟೆಡ್‌ನ ವಾರ್ಷಿಕ ವರದಿ ಮಂಡಿಸಿದರು. ಸದಸ್ಯರಿಗೆ ಶೇ.9 ರಷ್ಟು ಡಿವಿಡೆಂಡ್ ನೀಡಲು ತೀರ್ಮಾನಿಸಲಾಯಿತು.	[490, 1205, 636, 1288]
deshada-event-photo	[490, 1334, 940, 1486]
deshada-body-col-3: ಬೆಳೆಸಿಕೊಳ್ಳಬೇಕು. ಪ್ರತಿಯೊಬ್ಬರು ಸಹಕಾರ ಸಂಘಗಳ ಸದಸ್ಯತ್ವ ಪಡೆದು ಸೌಲಭ್ಯ ಪಡೆಯಬೇಕು ಎಂದರು. ಸಂಘದ ವತಿಯಿಂದ ವಿದ್ಯಾರ್ಥಿಗಳಿಗೆ ಪ್ರತಿಭಾ ಪುರಸ್ಕಾರ ನೀಡಲಾಯಿತು. ನಿರ್ದೇಶಕರಾದ ಎಂ.ರಮೇಶ್, ಆರ್.ಶಿವಣ್ಣ, ಕೆ.ಸಿ.ನಾಗೇಂದ್ರ, ಬಿ.ಪುಟ್ಟಸ್ವಾಮಿ, ಎನ್.ಮಂಜುನಾಥ್, ಸಿ.ಎಂ.ಮಲ್ಲಿಕಾರ್ಜುನಸ್ವಾಮಿ, ಬ್ರಹ್ಮಚಾರಿ, ಇದ್ದರು.	[792, 1205, 940, 1256]
photo-guest-4	[335, 1265, 375, 1367]
photo-person-4	[567, 951, 605, 1051]
ganapathi-divider	[752, 802, 940, 803]
nuliya-headline: ನುಲಿಯ ಚಂದಯ್ಯನವರ ಆದರ್ಶ ಪಾಲಿಸಿ	[236, 362, 644, 398]
photo-guest-1	[416, 497, 450, 557]
gandhi-headline: ಅ.2ರಂದು ಗಾಂಧಿ ಜಯಂತಿ	[8, 342, 181, 364]
photo-guest-2	[239, 1263, 279, 1367]
mosaralli-dateline: ಪಿರಿಯಾಪಟ್ಟಣ:	[236, 881, 270, 889]
photo-guest-5	[383, 1263, 423, 1367]
photo-cow	[873, 749, 933, 783]
dasara-dateline: ಮಂಡ್ಯ:	[6, 887, 23, 895]
quotation-body	[754, 88, 940, 332]
nuliya-body-col-2: ಅವರ ವಚನಗಳು ಇಂದಿಗೂ ಪ್ರಸ್ತುತವಾಗಿವೆ. ಕಾಯಕದಲ್ಲಿ ನಿಷ್ಠೆ, ಪ್ರಾಮಾಣಿಕತೆ ಹಾಗೂ ಸಮಾನತೆಯ ತತ್ವವನ್ನು ಅವರು ಬೋಧಿಸಿದರು. ಯಾವುದೇ ಕೆಲಸ ಮೇಲು ಕೀಳಲ್ಲ ಎಂಬುದನ್ನು ತಮ್ಮ ಬದುಕಿನ ಮೂಲಕ ತೋರಿಸಿಕೊಟ್ಟರು. ಇಂದಿನ ಯುವ ಪೀಳಿಗೆ ಶರಣರ ಜೀವನ ಚರಿತ್ರೆಯನ್ನು ಅಧ್ಯಯನ ಮಾಡಬೇಕು. ಸಮಾಜದಲ್ಲಿ ಸಾಮರಸ್ಯ ಬೆಳೆಸಲು ವಚನ ಸಾಹಿತ್ಯ ದಾರಿದೀಪವಾಗಿದೆ ಎಂದರು. ಪ್ರತಿಯೊಂದು ಸಮುದಾಯವೂ ಶಿಕ್ಷಣ, ಜ್ಞಾನ, ಸಂಸ್ಕೃತಿಯಿಂದ ಮುಂದೆ ಬರಬೇಕು. ಕಾಯಕ ನಿಷ್ಠೆಯೇ ಸಮಾಜದ ಪ್ರಗತಿಗೆ ಮೂಲ ಎಂದು ಹೇಳಿದರು.	[403, 583, 569, 655]
photo-guest-8	[885, 1381, 925, 1487]
photo-person-2	[469, 955, 503, 1051]
gopooje-photo	[754, 686, 940, 796]
navya-text-1: ನಗರದ ರೋಟರಿ ಭವನದಲ್ಲಿ ಹಮ್ಮಿಕೊಂಡಿದ್ದ ನವ್ಯ ಕರ್ನಾಟಕ ವಿವಿಧೋದ್ದೇಶ ಸೌಹಾರ್ದ ಸಹಕಾರ ಸಂಘ ನಿಯಮಿತದ 14ನೇ ವಾರ್ಷಿಕೋತ್ಸವ ಕಾರ್ಯಕ್ರಮ ನೆರವೇರಿತು. ಕಾರ್ಯಕ್ರಮವನ್ನು ಉದ್ಘಾಟಿಸಿ ಮಾತನಾಡಿದ ಗಣ್ಯರು, ಸಹಕಾರ ಸಂಘಗಳು ಜನಸಾಮಾನ್ಯರ ಆರ್ಥಿಕ ಅಭಿವೃದ್ಧಿಗೆ ಸಹಕಾರಿಯಾಗಿವೆ. ಸದಸ್ಯರ ವಿಶ್ವಾಸ ಗಳಿಸಿ ಸಂಘ ಉತ್ತಮ ಪ್ರಗತಿ ಸಾಧಿಸಿದೆ. ಸಣ್ಣ ವ್ಯಾಪಾರಿಗಳು, ರೈತರು ಹಾಗೂ ಮಹಿಳೆಯರಿಗೆ ಸುಲಭವಾಗಿ ಸಾಲ ಸೌಲಭ್ಯ ದೊರೆಯುತ್ತಿದೆ ಎಂದರು. ಪ್ರತಿಭಾ ಪುರಸ್ಕಾರ, ಹಿರಿಯ ಸದಸ್ಯರಿಗೆ ಸನ್ಮಾನ ಕಾರ್ಯಕ್ರಮ ನಡೆಯಿತು.	[6, 1207, 172, 1290]
arji-vistharane-headline: ಅರ್ಜಿ ಸಲ್ಲಿಸುವ ಅವಧಿ ವಿಸ್ತರಣೆ	[754, 806, 907, 824]
nuliya-body-col-3: ನಗರಸಭೆಯ ಅಧ್ಯಕ್ಷ ಎಂ.ವಿ.ಪ್ರಕಾಶ್ (ನಾಗೇಶ್) ಅವರು ಮಾತನಾಡಿ, ನುಲಿಯ ಚಂದಯ್ಯನವರು ಸಮಾಜದಲ್ಲಿ ದುಡಿಯುವ ವರ್ಗಕ್ಕೆ ಗೌರವ ತಂದುಕೊಟ್ಟವರು. ಅವರ ಜಯಂತಿ ಆಚರಣೆ ಮೂಲಕ ಯುವಜನತೆಗೆ ಅವರ ಸಂದೇಶ ತಲುಪಬೇಕು ಎಂದರು. ಕನ್ನಡ ಮತ್ತು ಸಂಸ್ಕೃತಿ ಇಲಾಖೆಯ ಸಹಾಯಕ ನಿರ್ದೇಶಕರು ಸ್ವಾಗತಿಸಿದರು. ಕಾರ್ಯಕ್ರಮದಲ್ಲಿ ಸಮುದಾಯದ ಮುಖಂಡರು, ವಿವಿಧ ಇಲಾಖೆಗಳ ಅಧಿಕಾರಿಗಳು ಹಾಗೂ ಸಾರ್ವಜನಿಕರು ಭಾಗವಹಿಸಿದ್ದರು.	[574, 583, 737, 644]
mosaralli-body-col-3: ಜನರು ಅಭಿವೃದ್ಧಿಯ ಪರವಾಗಿ ನಿಲ್ಲಬೇಕು. ರಾಜಕೀಯ ಉದ್ದೇಶಕ್ಕಾಗಿ ಸುಳ್ಳು ಪ್ರಚಾರ ಮಾಡುವವರನ್ನು ಜನತೆ ಗುರುತಿಸುತ್ತಾರೆ. ಗ್ರಾಮೀಣ ಭಾಗದ ಮಹಿಳೆಯರು ಗೃಹಲಕ್ಷ್ಮಿ ಯೋಜನೆಯಿಂದ ಆರ್ಥಿಕವಾಗಿ ಸಬಲರಾಗುತ್ತಿದ್ದಾರೆ. ಶಕ್ತಿ ಯೋಜನೆಯಿಂದ ಉಚಿತ ಬಸ್ ಪ್ರಯಾಣದ ಲಾಭ ಪಡೆಯುತ್ತಿದ್ದಾರೆ. ಅನ್ನಭಾಗ್ಯ ಯೋಜನೆಯಿಂದ ಬಡವರ ಹಸಿವು ನೀಗುತ್ತಿದೆ ಎಂದು ತಿಳಿಸಿದರು. ಈ ಸಂದರ್ಭದಲ್ಲಿ ತಹಶೀಲ್ದಾರ್, ತಾಲೂಕು ಪಂಚಾಯಿತಿ ಕಾರ್ಯನಿರ್ವಾಹಕ ಅಧಿಕಾರಿ, ಲೋಕೋಪಯೋಗಿ ಇಲಾಖೆ ಇಂಜಿನಿಯರ್‌ಗಳು ಹಾಗೂ ವಿವಿಧ ಇಲಾಖೆಗಳ ಅಧಿಕಾರಿಗಳು ಹಾಜರಿದ್ದರು.	[574, 1055, 738, 1138]
photo-devotee-1	[765, 717, 795, 797]
ganapathi-text: ಹುಳಿಯಾರಿನ ಶ್ರೀ ಪ್ರಸನ್ನ ಗಣಪತಿ ದೇವಾಲಯದಲ್ಲಿ ಶ್ರೀ ಗುರು ಸೇವಾ ಸಮಿತಿ ವತಿಯಿಂದ ಭಾನುವಾರ ಸಾಮೂಹಿಕ ಗೋಪೂಜೆ ಕಾರ್ಯಕ್ರಮವನ್ನು ಶ್ರದ್ಧಾಭಕ್ತಿಯಿಂದ ಆಚರಿಸಲಾಯಿತು. ಗೋಮಾತೆಯನ್ನು ಪೂಜಿಸುವುದು ಭಾರತೀಯ ಸಂಸ್ಕೃತಿಯ ಭಾಗವಾಗಿದ್ದು, ಗೋವುಗಳ ಸಂರಕ್ಷಣೆ ನಮ್ಮೆಲ್ಲರ ಕರ್ತವ್ಯವಾಗಿದೆ ಎಂದು ಸಮಿತಿಯ ಅಧ್ಯಕ್ಷರು ತಿಳಿಸಿದರು. ಬೆಳಿಗ್ಗೆ ಗಣಪತಿಗೆ ವಿಶೇಷ ಅಭಿಷೇಕ, ಅಲಂಕಾರ ಹಾಗೂ ಮಹಾಮಂಗಳಾರತಿ ನೆರವೇರಿತು. ನಂತರ ಗ್ರಾಮದ ರೈತರು ತಮ್ಮ ಗೋವುಗಳನ್ನು ಸಿಂಗರಿಸಿ ದೇವಾಲಯದ ಆವರಣಕ್ಕೆ ಕರೆತಂದರು. ಅರಿಶಿನ ಕುಂಕುಮ, ಹೂವು, ಹಣ್ಣು ಹಾಗೂ ಬೆಲ್ಲ ನೀಡಿ ಗೋವುಗಳಿಗೆ ಪೂಜೆ ಸಲ್ಲಿಸಲಾಯಿತು. ಗ್ರಾಮದ ಮಹಿಳೆಯರು ಆರತಿ ಬೆಳಗಿ ಭಕ್ತಿಗೀತೆಗಳನ್ನು ಹಾಡಿದರು. ಸಾವಿರಾರು ಭಕ್ತರು ಕಾರ್ಯಕ್ರಮದಲ್ಲಿ ಪಾಲ್ಗೊಂಡು ಪ್ರಸಾದ ಸ್ವೀಕರಿಸಿದರು. ಸಮಿತಿಯ ಪದಾಧಿಕಾರಿಗಳು, ಅರ್ಚಕರು ಹಾಗೂ ಗ್ರಾಮಸ್ಥರು ಉಪಸ್ಥಿತರಿದ್ದರು. ಪ್ರತಿ ವರ್ಷವೂ ಈ ಕಾರ್ಯಕ್ರಮವನ್ನು ಮುಂದುವರೆಸಲಾಗುವುದು ಎಂದು ತಿಳಿಸಲಾಯಿತು.	[754, 383, 940, 508]
photo-hill	[467, 887, 727, 947]
